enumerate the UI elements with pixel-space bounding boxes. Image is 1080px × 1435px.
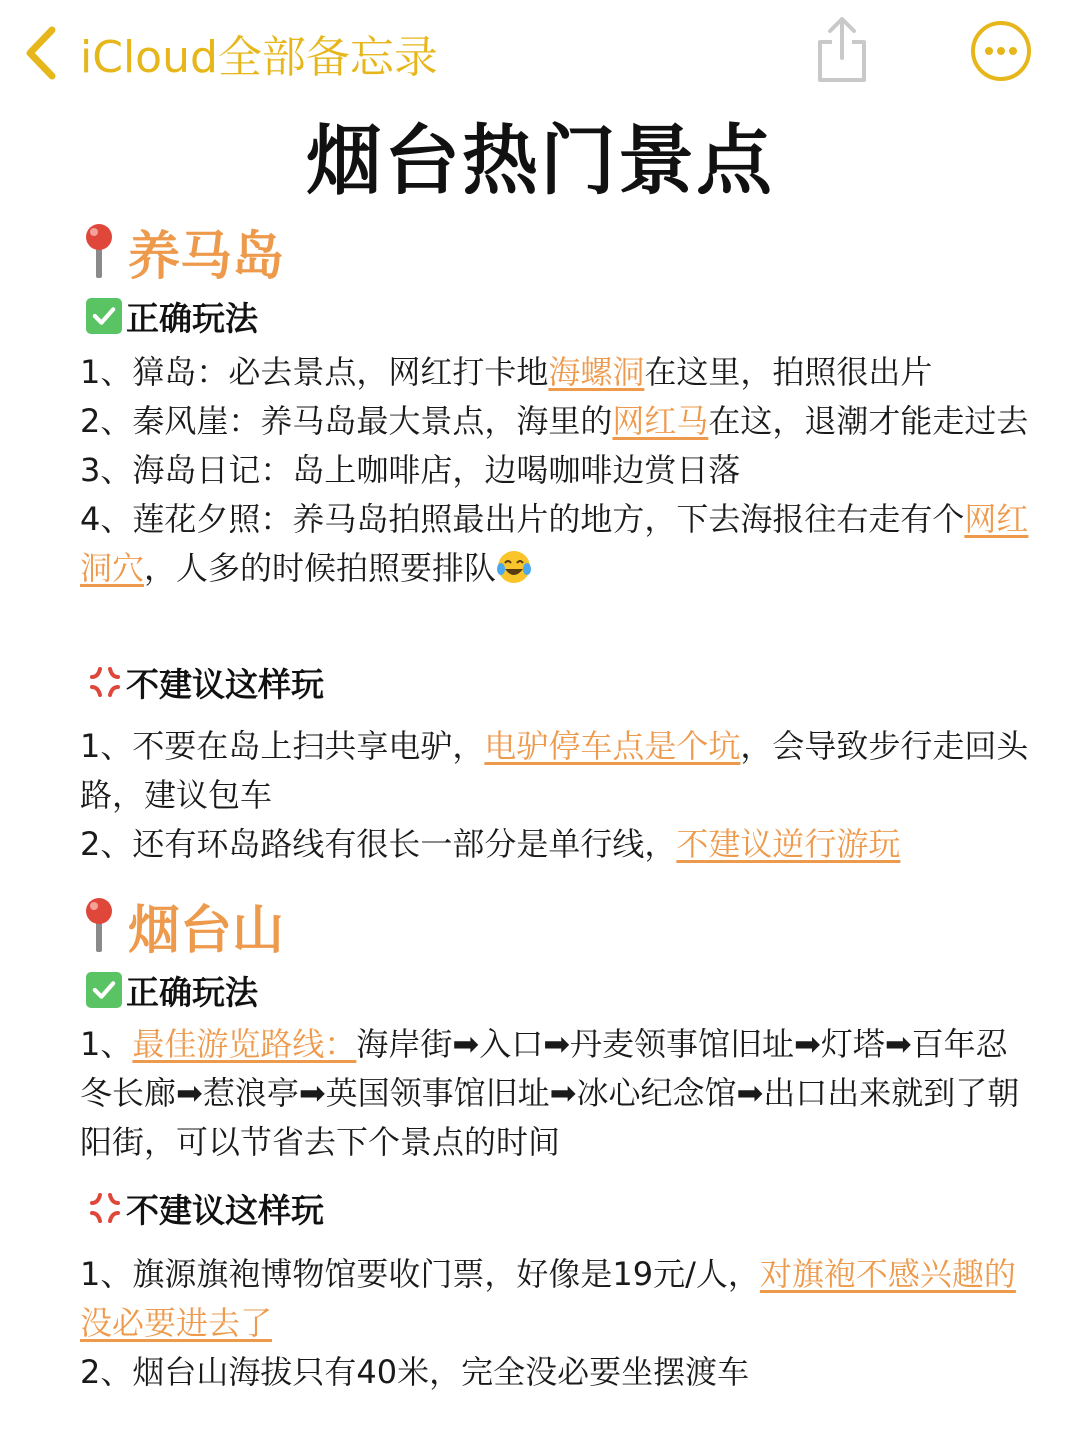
back-label: iCloud全部备忘录 xyxy=(80,32,438,83)
section-title: 养马岛 xyxy=(128,226,285,287)
face-with-tears-of-joy-icon xyxy=(496,549,532,585)
more-ellipsis-icon[interactable] xyxy=(970,20,1032,82)
list-item: 4、莲花夕照：养马岛拍照最出片的地方，下去海报往右走有个网红洞穴，人多的时候拍照要排队 xyxy=(80,500,1029,587)
round-pushpin-icon xyxy=(82,896,116,954)
correct-heading-label: 正确玩法 xyxy=(126,972,258,1012)
highlight-link[interactable]: 海螺洞 xyxy=(548,353,645,391)
list-item: 1、旗源旗袍博物馆要收门票，好像是19元/人，对旗袍不感兴趣的没必要进去了 xyxy=(80,1255,1016,1342)
list-item: 2、秦风崖：养马岛最大景点，海里的网红马在这，退潮才能走过去 xyxy=(80,402,1029,440)
section-heading xyxy=(82,214,284,288)
highlight-link[interactable]: 电驴停车点是个坑 xyxy=(484,727,741,765)
avoid-heading-label: 不建议这样玩 xyxy=(126,1190,324,1230)
list-item: 3、海岛日记：岛上咖啡店，边喝咖啡边赏日落 xyxy=(80,451,741,489)
section-title: 烟台山 xyxy=(128,900,285,961)
highlight-link[interactable]: 网红洞穴 xyxy=(80,500,1029,587)
list-item: 1、最佳游览路线：海岸街➡入口➡丹麦领事馆旧址➡灯塔➡百年忍冬长廊➡惹浪亭➡英国领事馆旧址➡冰心纪念馆➡出口出来就到了朝阳街，可以节省去下个景点的时间 xyxy=(80,1025,1020,1161)
note-title: 烟台热门景点 xyxy=(306,116,774,205)
paragraph xyxy=(80,1020,1030,1167)
highlight-link[interactable]: 网红马 xyxy=(612,402,709,440)
correct-heading-label: 正确玩法 xyxy=(126,298,258,338)
highlight-link[interactable]: 对旗袍不感兴趣的没必要进去了 xyxy=(80,1255,1016,1342)
section-heading xyxy=(82,888,284,962)
avoid-heading xyxy=(86,1186,324,1230)
anger-symbol-icon xyxy=(86,663,124,701)
list-item: 2、烟台山海拔只有40米，完全没必要坐摆渡车 xyxy=(80,1353,750,1391)
highlight-link[interactable]: 最佳游览路线： xyxy=(132,1025,357,1063)
list-item: 1、獐岛：必去景点，网红打卡地海螺洞在这里，拍照很出片 xyxy=(80,353,933,391)
highlight-link[interactable]: 不建议逆行游玩 xyxy=(676,825,901,863)
paragraph xyxy=(80,722,1030,869)
avoid-heading-label: 不建议这样玩 xyxy=(126,664,324,704)
paragraph xyxy=(80,348,1030,593)
share-icon[interactable] xyxy=(812,14,872,86)
correct-heading xyxy=(86,968,258,1012)
anger-symbol-icon xyxy=(86,1189,124,1227)
paragraph xyxy=(80,1250,1030,1397)
correct-heading xyxy=(86,294,258,338)
back-button[interactable] xyxy=(22,18,438,88)
nav-bar xyxy=(0,0,1080,110)
chevron-left-icon xyxy=(22,24,62,82)
check-mark-button-icon xyxy=(86,298,122,334)
list-item: 1、不要在岛上扫共享电驴，电驴停车点是个坑，会导致步行走回头路，建议包车 xyxy=(80,727,1029,814)
list-item: 2、还有环岛路线有很长一部分是单行线，不建议逆行游玩 xyxy=(80,825,901,863)
avoid-heading xyxy=(86,660,324,704)
round-pushpin-icon xyxy=(82,222,116,280)
check-mark-button-icon xyxy=(86,972,122,1008)
